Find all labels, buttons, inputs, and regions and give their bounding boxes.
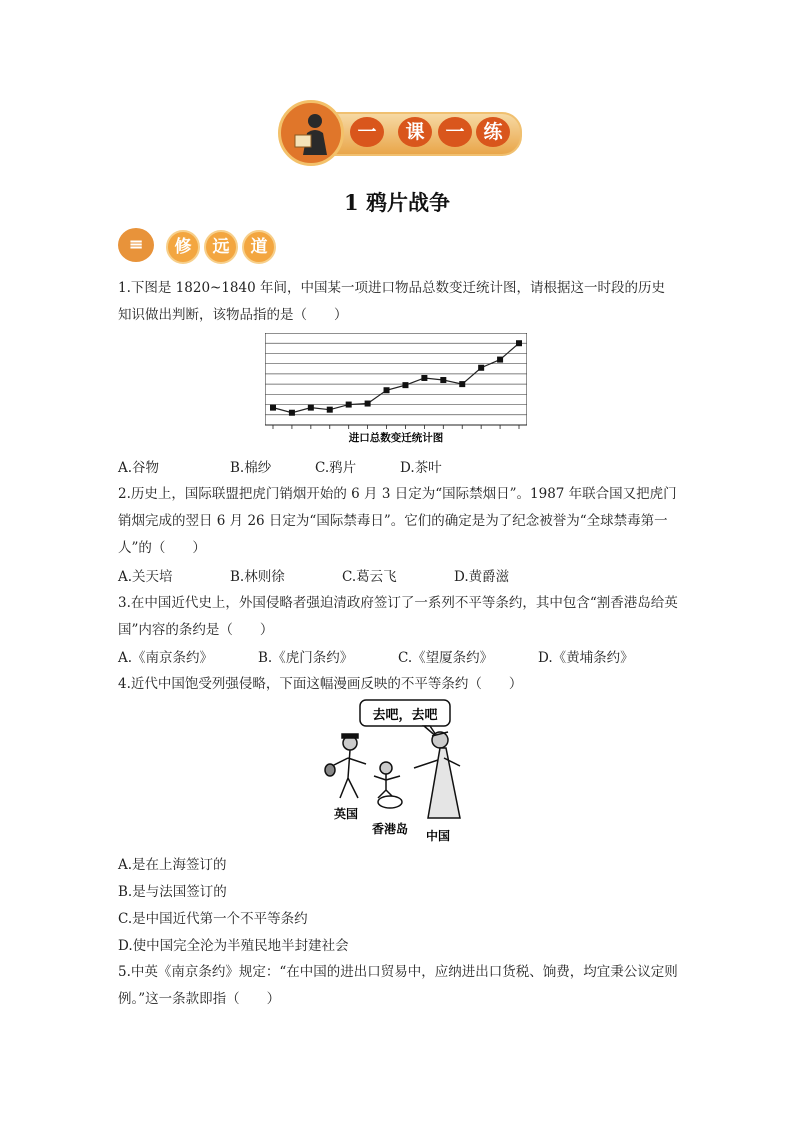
banner-char-2: 课 [398,117,432,147]
chinese-figure [414,732,460,818]
lesson-title: 1 鸦片战争 [344,190,450,215]
q2-option-c[interactable]: C.葛云飞 [342,569,397,585]
q3-option-c[interactable]: C.《望厦条约》 [398,650,494,666]
data-point [384,387,390,393]
speech-text: 去吧，去吧 [372,708,438,723]
question-1-stem: 1.下图是 1820~1840 年间，中国某一项进口物品总数变迁统计图，请根据这一时段的历史知识做出判断，该物品指的是（ ） [118,280,665,323]
question-3-stem: 3.在中国近代史上，外国侵略者强迫清政府签订了一系列不平等条约，其中包含“割香港岛给英国”内容的条约是（ ） [118,595,678,638]
q4-option-c[interactable]: C.是中国近代第一个不平等条约 [118,911,308,927]
q4-option-b[interactable]: B.是与法国签订的 [118,884,227,900]
import-line-chart [265,333,527,448]
q4-option-a[interactable]: A.是在上海签订的 [118,857,227,873]
q2-option-b[interactable]: B.林则徐 [230,569,285,585]
section-char-3: 道 [242,230,276,264]
section-char-2: 远 [204,230,238,264]
data-point [308,405,314,411]
banner-char-1: 一 [350,117,384,147]
british-figure [325,734,366,798]
lesson-banner [278,100,518,160]
chart-title: 进口总数变迁统计图 [348,432,444,444]
label-china: 中国 [426,829,451,843]
data-point [516,340,522,346]
question-1-options [118,456,678,480]
data-point [346,402,352,408]
section-tag [118,226,268,264]
data-point [289,410,295,416]
data-point [478,365,484,371]
reader-figure-icon [278,100,344,166]
label-hong-kong: 香港岛 [372,822,409,836]
question-5-stem: 5.中英《南京条约》规定：“在中国的进出口贸易中，应纳进出口货税、饷费，均宜秉公议定则例。”这一条款即指（ ） [118,964,678,1007]
q1-option-d[interactable]: D.茶叶 [400,460,442,476]
chart-frame [265,333,527,425]
q1-option-a[interactable]: A.谷物 [118,460,160,476]
question-2-options [118,565,678,589]
cartoon-illustration [320,698,480,848]
q1-option-b[interactable]: B.棉纱 [230,460,272,476]
list-icon: ≡ [118,228,154,262]
data-point [365,401,371,407]
banner-char-4: 练 [476,117,510,147]
q3-option-a[interactable]: A.《南京条约》 [118,650,214,666]
data-point [497,357,503,363]
q3-option-b[interactable]: B.《虎门条约》 [258,650,354,666]
q1-option-c[interactable]: C.鸦片 [315,460,357,476]
data-point [270,405,276,411]
banner-char-3: 一 [438,117,472,147]
section-char-1: 修 [166,230,200,264]
q4-option-d[interactable]: D.使中国完全沦为半殖民地半封建社会 [118,938,349,954]
label-britain: 英国 [334,807,359,821]
hong-kong-figure [374,762,402,808]
data-point [402,382,408,388]
q3-option-d[interactable]: D.《黄埔条约》 [538,650,634,666]
data-point [440,377,446,383]
question-2-stem: 2.历史上，国际联盟把虎门销烟开始的 6 月 3 日定为“国际禁烟日”。1987 年联合国又把虎门销烟完成的翌日 6 月 26 日定为“国际禁毒日”。它们的确定是为了纪念被誉为“全球禁毒第一人”的（ ） [118,486,677,556]
question-4-stem: 4.近代中国饱受列强侵略，下面这幅漫画反映的不平等条约（ ） [118,676,523,692]
q2-option-a[interactable]: A.关天培 [118,569,173,585]
data-point [459,381,465,387]
question-3-options [118,646,678,670]
data-point [421,375,427,381]
q2-option-d[interactable]: D.黄爵滋 [454,569,510,585]
data-point [327,407,333,413]
